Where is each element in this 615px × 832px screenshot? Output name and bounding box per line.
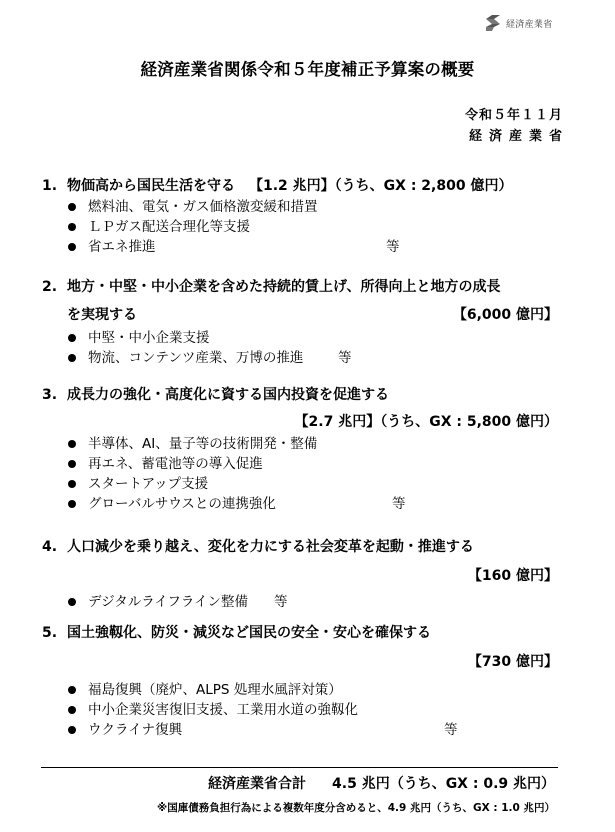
bullet-text: 再エネ、蓄電池等の導入促進 [88, 456, 263, 472]
etc-label: 等 [338, 350, 352, 366]
list-item [42, 474, 558, 494]
meti-s-logo-icon [484, 14, 502, 32]
bullet-text: スタートアップ支援 [88, 476, 209, 492]
bullet-dot-icon [68, 243, 76, 251]
section-amount: 【2.7 兆円】（うち、GX : 5,800 億円） [294, 414, 558, 430]
list-item [42, 237, 558, 257]
section-5 [42, 622, 558, 740]
list-item [42, 197, 558, 217]
etc-label: 等 [392, 496, 406, 512]
bullet-list [42, 680, 558, 740]
bullet-text: 物流、コンテンツ産業、万博の推進 [88, 350, 304, 366]
section-heading [42, 175, 558, 197]
bullet-text: 燃料油、電気・ガス価格激変緩和措置 [88, 199, 318, 215]
list-item [42, 434, 558, 454]
bullet-list [42, 592, 558, 612]
section-1 [42, 175, 558, 257]
bullet-list [42, 328, 558, 368]
total-label: 経済産業省合計 [208, 776, 307, 792]
section-title: 国土強靱化、防災・減災など国民の安全・安心を確保する [67, 625, 431, 641]
bullet-dot-icon [68, 354, 76, 362]
bullet-text: ＬＰガス配送合理化等支援 [88, 219, 250, 235]
section-number: 5. [42, 625, 58, 641]
total-value: 4.5 兆円（うち、GX : 0.9 兆円） [332, 776, 555, 792]
section-amount: 【160 億円】 [467, 568, 558, 584]
section-4 [42, 536, 558, 612]
list-item [42, 592, 558, 612]
list-item [42, 720, 558, 740]
section-heading [42, 384, 558, 406]
section-amount: 【730 億円】 [467, 654, 558, 670]
bullet-text: デジタルライフライン整備 [88, 594, 248, 610]
document-org: 経済産業省 [468, 129, 569, 144]
list-item [42, 700, 558, 720]
section-2 [42, 276, 558, 368]
bullet-dot-icon [68, 334, 76, 342]
list-item [42, 680, 558, 700]
bullet-dot-icon [68, 223, 76, 231]
bullet-list [42, 434, 558, 514]
list-item [42, 328, 558, 348]
section-heading [42, 622, 558, 644]
section-amount: 【1.2 兆円】（うち、GX : 2,800 億円） [249, 178, 513, 194]
logo-text: 経済産業省 [506, 19, 553, 30]
section-title: 人口減少を乗り越え、変化を力にする社会変革を起動・推進する [67, 539, 474, 555]
etc-label: 等 [444, 722, 458, 738]
section-title: 成長力の強化・高度化に資する国内投資を促進する [67, 387, 389, 403]
bullet-text: 中小企業災害復旧支援、工業用水道の強靱化 [88, 702, 358, 718]
document-date: 令和５年１１月 [464, 108, 563, 123]
bullet-dot-icon [68, 726, 76, 734]
section-title: 物価高から国民生活を守る [67, 178, 235, 194]
bullet-dot-icon [68, 440, 76, 448]
section-3 [42, 384, 558, 514]
section-title-continued: を実現する [67, 307, 137, 323]
bullet-list [42, 197, 558, 257]
document-title: 経済産業省関係令和５年度補正予算案の概要 [140, 60, 475, 79]
divider [41, 767, 558, 768]
meti-logo [484, 14, 553, 32]
bullet-text: グローバルサウスとの連携強化 [88, 496, 276, 512]
bullet-text: 中堅・中小企業支援 [88, 330, 210, 346]
bullet-text: 半導体、AI、量子等の技術開発・整備 [88, 436, 318, 452]
bullet-text: 省エネ推進 [88, 239, 156, 255]
bullet-text: ウクライナ復興 [88, 722, 183, 738]
section-heading [42, 276, 558, 298]
bullet-dot-icon [68, 480, 76, 488]
section-number: 2. [42, 279, 58, 295]
etc-label: 等 [386, 239, 400, 255]
list-item [42, 454, 558, 474]
bullet-dot-icon [68, 460, 76, 468]
total-line [208, 773, 555, 793]
section-title: 地方・中堅・中小企業を含めた持続的賃上げ、所得向上と地方の成長 [67, 279, 501, 295]
list-item [42, 348, 558, 368]
section-heading [42, 536, 558, 558]
footnote: ※国庫債務負担行為による複数年度分含めると、4.9 兆円（うち、GX : 1.0 兆円） [157, 802, 555, 814]
etc-label: 等 [274, 594, 288, 610]
bullet-dot-icon [68, 706, 76, 714]
section-number: 3. [42, 387, 58, 403]
section-number: 4. [42, 539, 58, 555]
bullet-dot-icon [68, 598, 76, 606]
bullet-dot-icon [68, 203, 76, 211]
list-item [42, 217, 558, 237]
bullet-text: 福島復興（廃炉、ALPS 処理水風評対策） [88, 682, 342, 698]
section-heading-continued [42, 302, 558, 328]
list-item [42, 494, 558, 514]
section-amount: 【6,000 億円】 [452, 307, 558, 323]
bullet-dot-icon [68, 686, 76, 694]
bullet-dot-icon [68, 500, 76, 508]
section-number: 1. [42, 178, 58, 194]
